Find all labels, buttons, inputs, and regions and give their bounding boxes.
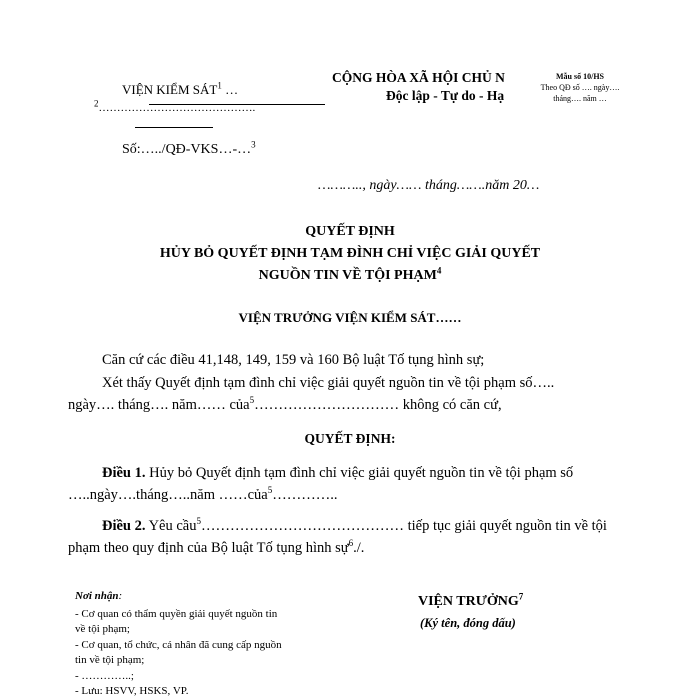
article-2-text-end: phạm theo quy định của Bộ luật Tố tụng hình sự: [68, 540, 349, 556]
document-number-text: Số:…../QĐ-VKS…-…: [122, 142, 252, 157]
article-1-line-2: [68, 487, 338, 504]
article-1-end: …………..: [272, 487, 338, 503]
agency-name: [122, 82, 238, 98]
sub-agency-dots: …………………………………….: [98, 102, 256, 114]
article-2-text: Yêu cầu: [145, 518, 197, 534]
recipient-item-1a: - Cơ quan có thẩm quyền giải quyết nguồn tin: [75, 608, 278, 620]
consideration-footnote: 5: [249, 395, 255, 406]
consideration-line-2: [68, 397, 502, 414]
article-1-date: …..ngày….tháng…..năm ……của: [68, 487, 268, 503]
recipient-item-2a: - Cơ quan, tổ chức, cá nhân đã cung cấp nguồn: [75, 639, 282, 651]
title-line-3: [0, 265, 700, 284]
basis-paragraph: Căn cứ các điều 41,148, 149, 159 và 160 Bộ luật Tố tụng hình sự;: [102, 352, 485, 368]
recipient-item-4: - Lưu: HSVV, HSKS, VP.: [75, 685, 189, 697]
consideration-line-1: Xét thấy Quyết định tạm đình chỉ việc giải quyết nguồn tin về tội phạm số…..: [102, 375, 555, 391]
date-line: ……….., ngày…… tháng…….năm 20…: [318, 178, 540, 193]
title-line-2: HỦY BỎ QUYẾT ĐỊNH TẠM ĐÌNH CHỈ VIỆC GIẢI QUYẾT: [159, 246, 541, 261]
recipients-heading-text: Nơi nhận: [75, 590, 119, 602]
sub-agency-footnote: 2: [94, 98, 99, 109]
article-2-closing: ./.: [353, 540, 365, 556]
article-1-text: Hủy bỏ Quyết định tạm đình chỉ việc giải quyết nguồn tin về tội phạm số: [145, 465, 574, 481]
title-line-3-text: NGUỒN TIN VỀ TỘI PHẠM: [258, 268, 437, 283]
article-1-line-1: [102, 465, 573, 482]
agency-footnote: 1: [217, 80, 222, 91]
authority-heading: VIỆN TRƯỞNG VIỆN KIỂM SÁT……: [238, 310, 462, 325]
decision-heading: QUYẾT ĐỊNH:: [304, 431, 396, 446]
recipient-item-2b: tin về tội phạm;: [75, 654, 145, 666]
article-1-label: Điều 1.: [102, 465, 146, 481]
article-2-footnote-2: 6: [348, 538, 354, 549]
recipients-heading-colon: :: [118, 590, 123, 602]
document-number: [122, 139, 256, 158]
consideration-date: ngày…. tháng…. năm…… của: [68, 397, 250, 413]
recipients-heading: [75, 590, 122, 602]
signature-footnote: 7: [518, 591, 524, 602]
sub-agency-divider: [135, 127, 213, 128]
sub-agency-line: [94, 98, 256, 114]
article-2-line-2: [68, 540, 364, 557]
article-2-label: Điều 2.: [102, 518, 146, 534]
signature-title-text: VIỆN TRƯỞNG: [418, 594, 519, 609]
national-motto: Độc lập - Tự do - Hạ: [386, 88, 505, 103]
article-1-footnote: 5: [267, 485, 273, 496]
document-number-footnote: 3: [251, 139, 256, 150]
title-footnote: 4: [436, 265, 442, 276]
republic-name: CỘNG HÒA XÃ HỘI CHỦ N: [332, 70, 505, 85]
agency-name-text: VIỆN KIỂM SÁT: [122, 82, 218, 97]
consideration-end: ………………………… không có căn cứ,: [254, 397, 502, 413]
title-line-1: QUYẾT ĐỊNH: [305, 224, 395, 239]
form-reference-2: tháng…. năm …: [553, 94, 607, 103]
signature-note: (Ký tên, đóng dấu): [420, 616, 516, 630]
form-reference-1: Theo QĐ số …. ngày….: [540, 83, 620, 92]
article-2-text-cont: …………………………………… tiếp tục giải quyết nguồn tin về tội: [201, 518, 607, 534]
signature-title: [418, 591, 524, 610]
form-number: Mẫu số 10/HS: [555, 72, 604, 81]
article-2-line-1: [102, 518, 607, 535]
agency-suffix: …: [221, 82, 239, 97]
republic-block: [330, 70, 516, 110]
article-2-footnote: 5: [196, 516, 201, 527]
recipient-item-1b: về tội phạm;: [75, 623, 130, 635]
recipient-item-3: - …………..;: [75, 670, 134, 682]
